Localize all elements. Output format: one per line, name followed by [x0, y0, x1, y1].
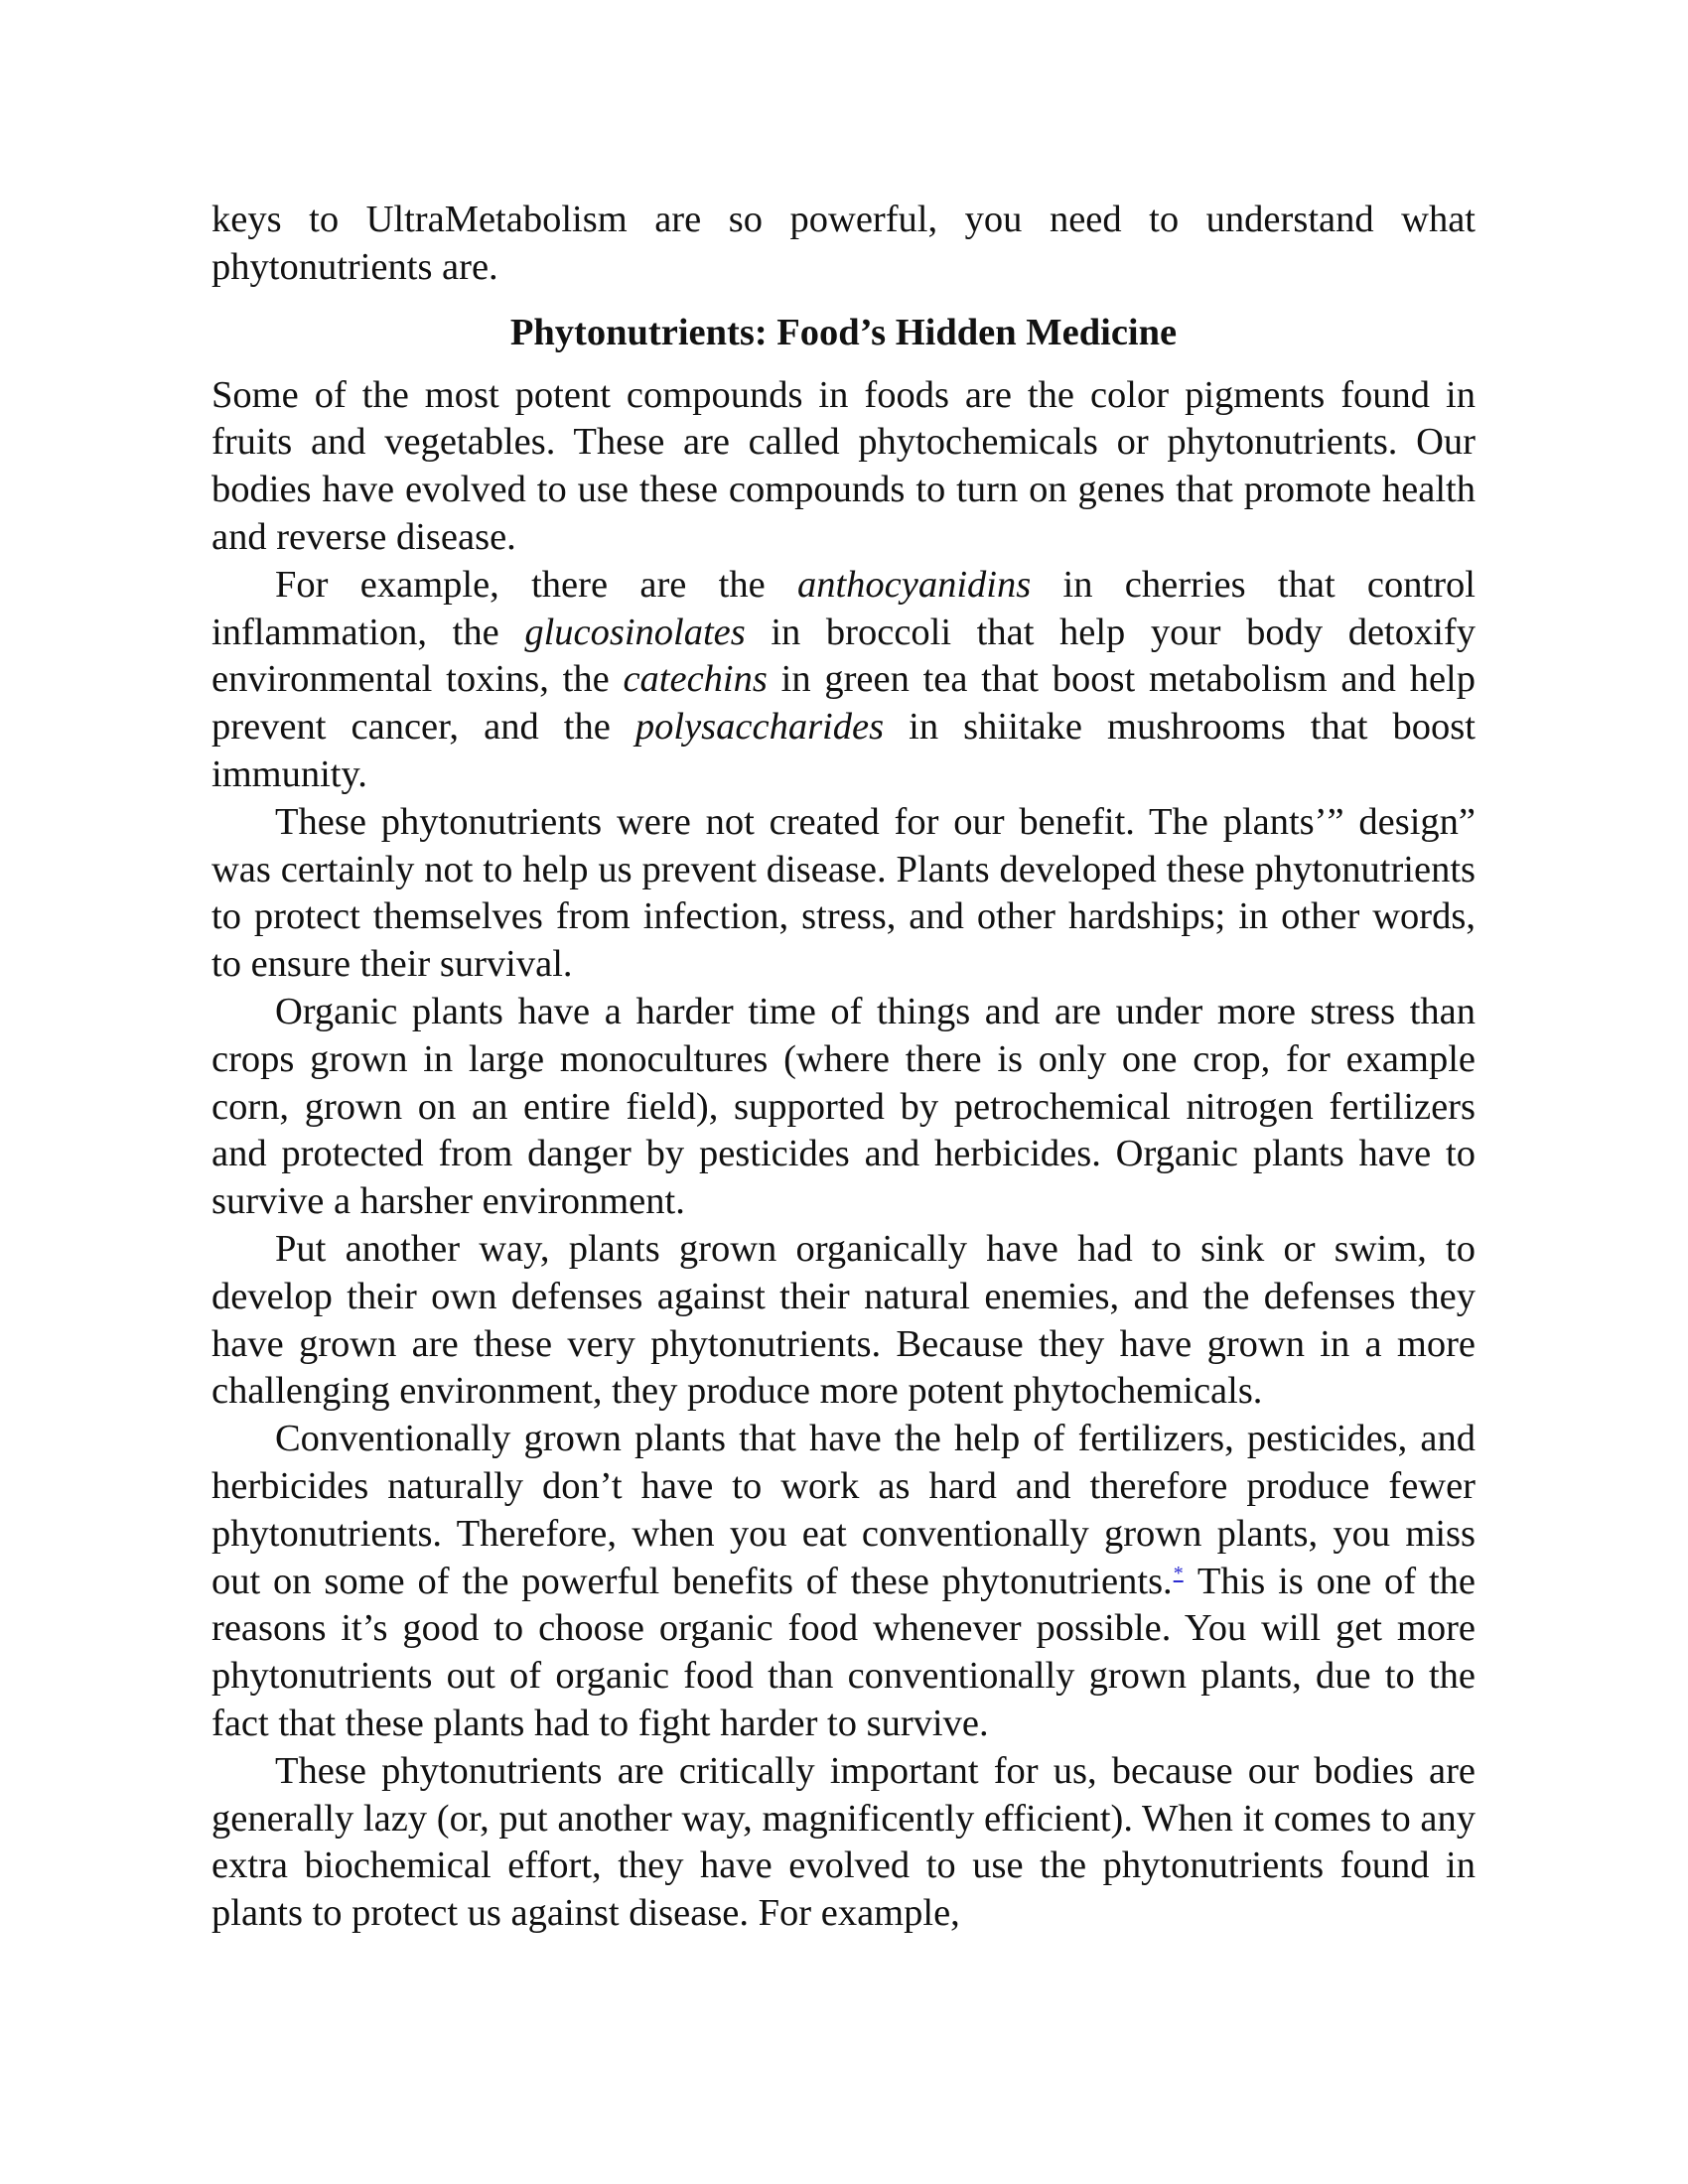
term-catechins: catechins — [623, 658, 768, 701]
paragraph-2-text-2: in cherries that control inflammation, the — [211, 563, 1476, 653]
page-body — [211, 197, 1476, 1938]
paragraph-6-text-1: Conventionally grown plants that have the help of fertilizers, pesticides, and herbicides naturally don’t have to work as hard and therefore produce fewer phytonutrients. Therefore, when you eat conventionally grown plants, you miss out on some of the powerful benefits of these phytonutrients. — [211, 1418, 1476, 1602]
paragraph-5: Put another way, plants grown organically have had to sink or swim, to develop their own defenses against their natural enemies, and the defenses they have grown are these very phytonutrients. Because they have grown in a more challenging environment, they produce more potent phytochemicals. — [211, 1227, 1476, 1413]
section-heading: Phytonutrients: Food’s Hidden Medicine — [509, 311, 1178, 353]
paragraph-6 — [211, 1416, 1476, 1748]
paragraph-6-text-2: This is one of the reasons it’s good to choose organic food whenever possible. You will get more phytonutrients out of organic food than conventionally grown plants, due to the fact that these plants had to fight harder to survive. — [211, 1560, 1476, 1744]
term-polysaccharides: polysaccharides — [634, 706, 885, 749]
footnote-link[interactable]: * — [1173, 1562, 1184, 1584]
paragraph-2-text-1: For example, there are the — [275, 563, 797, 606]
paragraph-3: These phytonutrients were not created for our benefit. The plants’” design” was certainly not to help us prevent disease. Plants developed these phytonutrients to protect themselves from infection, stress, and other hardships; in other words, to ensure their survival. — [211, 800, 1476, 986]
paragraph-4: Organic plants have a harder time of things and are under more stress than crops grown in large monocultures (where there is only one crop, for example corn, grown on an entire field), supported by petrochemical nitrogen fertilizers and protected from danger by pesticides and herbicides. Organic plants have to survive a harsher environment. — [211, 990, 1476, 1223]
paragraph-2 — [211, 562, 1476, 799]
paragraph-7: These phytonutrients are critically important for us, because our bodies are generally lazy (or, put another way, magnificently efficient). When it comes to any extra biochemical effort, they have evolved to use the phytonutrients found in plants to protect us against disease. For example, — [211, 1749, 1476, 1935]
paragraph-2-text-3: in broccoli that help your body detoxify environmental toxins, the — [211, 611, 1476, 701]
term-anthocyanidins: anthocyanidins — [796, 563, 1032, 606]
paragraph-2-text-4: in green tea that boost metabolism and help prevent cancer, and the — [211, 658, 1476, 749]
paragraph-1: Some of the most potent compounds in foods are the color pigments found in fruits and vegetables. These are called phytochemicals or phytonutrients. Our bodies have evolved to use these compounds to turn on genes that promote health and reverse disease. — [211, 373, 1476, 558]
paragraph-2-text-5: in shiitake mushrooms that boost immunity. — [211, 706, 1476, 795]
paragraph-intro: keys to UltraMetabolism are so powerful, you need to understand what phytonutrients are. — [211, 199, 1476, 288]
term-glucosinolates: glucosinolates — [524, 611, 746, 653]
